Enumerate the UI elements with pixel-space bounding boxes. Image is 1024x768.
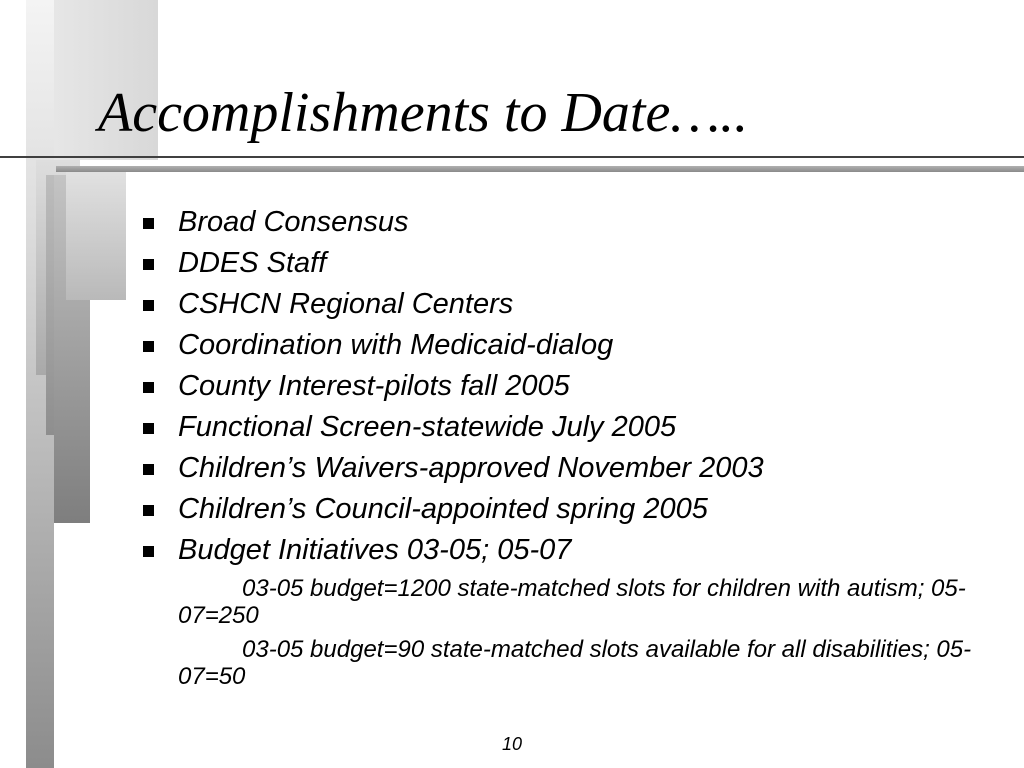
square-bullet-icon <box>143 300 154 311</box>
slide-title: Accomplishments to Date….. <box>98 82 749 144</box>
bullet-item <box>140 366 764 407</box>
square-bullet-icon <box>143 464 154 475</box>
bullet-item <box>140 202 764 243</box>
bullet-text: Functional Screen-statewide July 2005 <box>178 411 677 443</box>
square-bullet-icon <box>143 505 154 516</box>
bullet-text: Coordination with Medicaid-dialog <box>178 329 614 361</box>
page-number: 10 <box>501 734 523 754</box>
bullet-text: CSHCN Regional Centers <box>178 288 514 320</box>
decorative-bar <box>66 168 126 300</box>
bullet-item <box>140 530 764 571</box>
square-bullet-icon <box>143 546 154 557</box>
sub-item-text: 03-05 budget=90 state-matched slots available for all disabilities; 05-07=50 <box>178 636 972 690</box>
bullet-text: DDES Staff <box>178 247 327 279</box>
square-bullet-icon <box>143 423 154 434</box>
sub-item-text: 03-05 budget=1200 state-matched slots for children with autism; 05-07=250 <box>178 575 966 629</box>
bullet-item <box>140 325 764 366</box>
square-bullet-icon <box>143 341 154 352</box>
square-bullet-icon <box>143 218 154 229</box>
bullet-item <box>140 243 764 284</box>
bullet-item <box>140 407 764 448</box>
bullet-text: Children’s Waivers-approved November 2003 <box>178 452 764 484</box>
bullet-list <box>140 202 764 571</box>
bullet-text: Budget Initiatives 03-05; 05-07 <box>178 534 572 566</box>
bullet-item <box>140 448 764 489</box>
title-divider-shadow <box>56 166 1024 172</box>
bullet-item <box>140 284 764 325</box>
bullet-text: Broad Consensus <box>178 206 409 238</box>
square-bullet-icon <box>143 259 154 270</box>
bullet-item <box>140 489 764 530</box>
square-bullet-icon <box>143 382 154 393</box>
bullet-text: County Interest-pilots fall 2005 <box>178 370 570 402</box>
bullet-text: Children’s Council-appointed spring 2005 <box>178 493 708 525</box>
title-divider <box>0 156 1024 158</box>
